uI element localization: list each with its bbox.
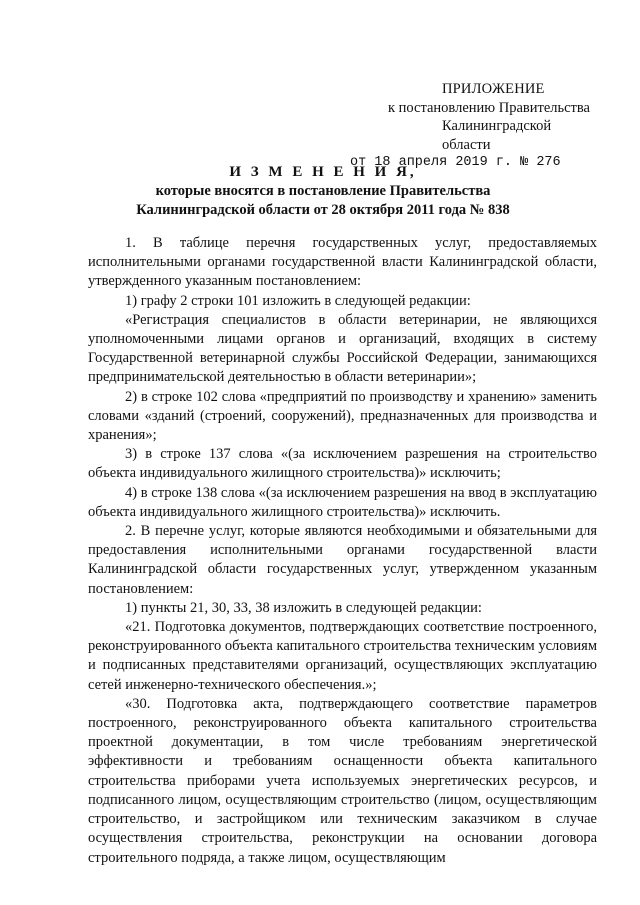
document-heading <box>88 163 558 220</box>
appendix-block <box>350 80 600 173</box>
appendix-resolution-line: к постановлению Правительства <box>388 99 590 116</box>
paragraph: «30. Подготовка акта, подтверждающего соответствие параметров построенного, реконструированного объекта капитального строительства проектной документации, в том числе требованиям энергетической эффективности и требованиям оснащенности объекта капитального строительства приборами учета используемых энергетических ресурсов, и подписанного лицом, осуществляющим строительство (лицом, осуществляющим строительство, и застройщиком или техническим заказчиком в случае осуществления строительства, реконструкции на основании договора строительного подряда, а также лицом, осуществляющим <box>88 695 597 866</box>
appendix-title: ПРИЛОЖЕНИЕ <box>442 81 545 97</box>
paragraph: 1. В таблице перечня государственных услуг, предоставляемых исполнительными органами государственной власти Калининградской области, утвержденного указанным постановлением: <box>88 235 597 290</box>
paragraph: 2. В перечне услуг, которые являются необходимыми и обязательными для предоставления исполнительными органами государственной власти Калининградской области государственных услуг, утвержденном указанным постановлением: <box>88 523 597 597</box>
paragraph: 4) в строке 138 слова «(за исключением разрешения на ввод в эксплуатацию объекта индивидуального жилищного строительства)» исключить. <box>88 484 597 520</box>
appendix-date-number-line: от 18 апреля 2019 г. № 276 <box>350 155 561 170</box>
paragraph: 3) в строке 137 слова «(за исключением разрешения на строительство объекта индивидуального жилищного строительства)» исключить; <box>88 446 597 482</box>
heading-subtitle-2: Калининградской области от 28 октября 2011 года № 838 <box>136 202 510 218</box>
paragraph: 1) пункты 21, 30, 33, 38 изложить в следующей редакции: <box>125 599 482 616</box>
heading-subtitle-1: которые вносятся в постановление Правительства <box>155 183 491 199</box>
paragraph: «Регистрация специалистов в области ветеринарии, не являющихся уполномоченными лицами органов и организаций, входящих в систему Государственной ветеринарной службы Российской Федерации, занимающихся предпринимательской деятельностью в области ветеринарии»; <box>88 311 597 386</box>
paragraph: «21. Подготовка документов, подтверждающих соответствие построенного, реконструированного объекта капитального строительства техническим условиям и подписанных представителями организаций, осуществляющих эксплуатацию сетей инженерно-технического обеспечения.»; <box>88 619 597 693</box>
paragraph: 1) графу 2 строки 101 изложить в следующей редакции: <box>125 292 471 309</box>
document-body <box>88 234 597 868</box>
appendix-region-line: Калининградской области <box>442 118 552 153</box>
heading-title: И З М Е Н Е Н И Я, <box>229 164 417 180</box>
paragraph: 2) в строке 102 слова «предприятий по производству и хранению» заменить словами «зданий (строений, сооружений), предназначенных для производства и хранения»; <box>88 388 597 444</box>
